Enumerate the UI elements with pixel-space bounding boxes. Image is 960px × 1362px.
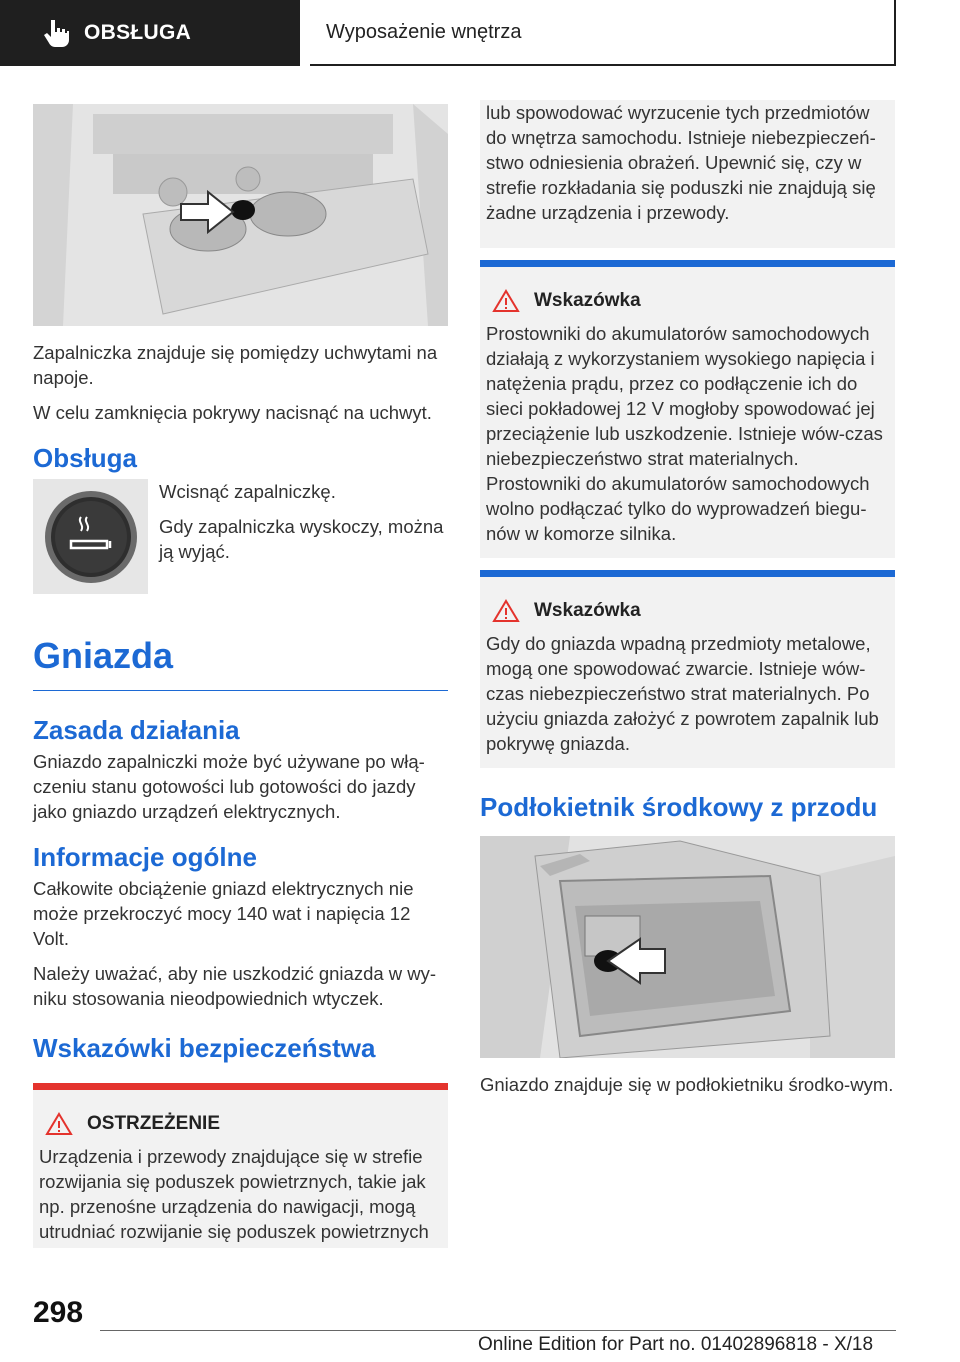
armrest-photo xyxy=(480,836,895,1058)
note-body-1: Prostowniki do akumulatorów samochodowych działają z wykorzystaniem wysokiego napięcia i natężenia prądu, przez co podłączenie ich do sieci pokładowej 12 V mogłoby spowodować jej przeciążenie lub uszkodzenie. Istnieje wów-czas niebezpieczeństwo strat materialnych. Prostowniki do akumulatorów samochodowych wolno podłączać tylko do wyprowadzeń biegu-nów w komorze silnika. xyxy=(486,323,883,544)
warning-title: OSTRZEŻENIE xyxy=(87,1113,221,1134)
note-body-2: Gdy do gniazda wpadną przedmioty metalowe, mogą one spowodować zwarcie. Istnieje wów-czas niebezpieczeństwo strat materialnych. Po użyciu gniazda założyć z powrotem zapalnik lub pokrywę gniazda. xyxy=(486,633,879,754)
footer-edition: Online Edition for Part no. 01402896818 - X/18 xyxy=(478,1334,874,1355)
section-tab-label: OBSŁUGA xyxy=(84,21,192,44)
cupholder-illustration xyxy=(33,104,448,326)
operation-text xyxy=(159,479,448,594)
general-text-1: Całkowite obciążenie gniazd elektrycznych nie może przekroczyć mocy 140 wat i napięcia 12 Volt. xyxy=(33,878,414,949)
operation-row xyxy=(33,479,448,594)
right-column xyxy=(480,100,895,1097)
warning-box xyxy=(33,1083,448,1248)
heading-safety: Wskazówki bezpieczeństwa xyxy=(33,1033,376,1063)
page-number: 298 xyxy=(33,1296,84,1329)
chapter-tab-label: Wyposażenie wnętrza xyxy=(326,20,522,43)
note-bar-2 xyxy=(480,570,895,577)
warning-continued-box xyxy=(480,100,895,248)
heading-sockets: Gniazda xyxy=(33,635,174,676)
operation-step-2: Gdy zapalniczka wyskoczy, można ją wyjąć. xyxy=(159,516,444,562)
heading-general-info: Informacje ogólne xyxy=(33,842,257,872)
warning-body: Urządzenia i przewody znajdujące się w strefie rozwijania się poduszek powietrznych, takie jak np. przenośne urządzenia do nawigacji, mogą utrudniać rozwijanie się poduszek powietrznych xyxy=(39,1146,429,1242)
cupholder-photo xyxy=(33,104,448,326)
note-box-2 xyxy=(480,570,895,768)
warning-bar xyxy=(33,1083,448,1090)
caution-triangle-icon xyxy=(492,599,520,623)
warning-continued-text: lub spowodować wyrzucenie tych przedmiotów do wnętrza samochodu. Istnieje niebezpieczeń-stwo odniesienia obrażeń. Upewnić się, czy w strefie rozkładania się poduszki nie znajdują się żadne urządzenia i przewody. xyxy=(486,102,876,223)
hand-pointer-icon xyxy=(40,16,74,50)
caption-close-cover: W celu zamknięcia pokrywy nacisnąć na uchwyt. xyxy=(33,402,432,423)
note-title-1: Wskazówka xyxy=(534,290,641,311)
heading-armrest: Podłokietnik środkowy z przodu xyxy=(480,792,878,822)
caption-cigarette-lighter: Zapalniczka znajduje się pomiędzy uchwytami na napoje. xyxy=(33,342,438,388)
chapter-tab xyxy=(310,0,896,66)
principle-text: Gniazdo zapalniczki może być używane po włą-czeniu stanu gotowości lub gotowości do jazdy jako gniazdo urządzeń elektrycznych. xyxy=(33,751,425,822)
heading-divider xyxy=(33,690,448,691)
note-bar-1 xyxy=(480,260,895,267)
warning-triangle-icon xyxy=(45,1112,73,1136)
caution-triangle-icon xyxy=(492,289,520,313)
cigarette-lighter-icon xyxy=(33,479,148,594)
note-title-2: Wskazówka xyxy=(534,600,641,621)
heading-operation: Obsługa xyxy=(33,443,138,473)
armrest-illustration xyxy=(480,836,895,1058)
note-box-1 xyxy=(480,260,895,558)
heading-principle: Zasada działania xyxy=(33,715,240,745)
footer-divider xyxy=(100,1330,896,1331)
section-tab xyxy=(0,0,300,66)
caption-armrest-socket: Gniazdo znajduje się w podłokietniku środko-wym. xyxy=(480,1074,894,1095)
general-text-2: Należy uważać, aby nie uszkodzić gniazda w wy-niku stosowania nieodpowiednich wtyczek. xyxy=(33,963,437,1009)
operation-step-1: Wcisnąć zapalniczkę. xyxy=(159,481,336,502)
left-column xyxy=(33,104,448,1248)
